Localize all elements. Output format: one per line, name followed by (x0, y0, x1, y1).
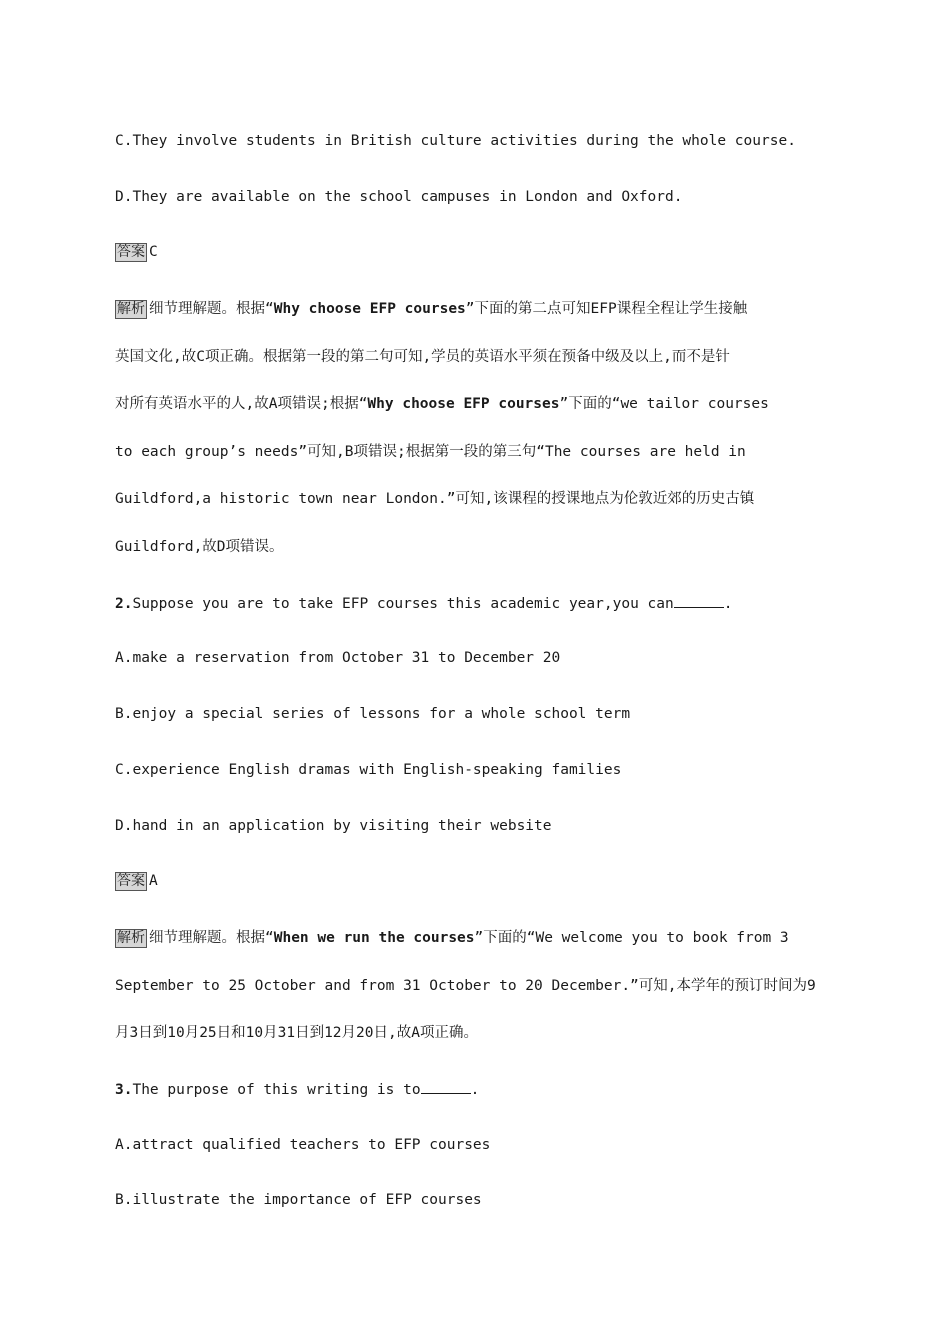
q2-answer (115, 871, 158, 891)
answer-value: A (149, 873, 158, 889)
analysis-bold-heading: Why choose EFP courses (273, 301, 466, 317)
question-number: 2. (115, 596, 133, 612)
answer-blank (674, 593, 724, 608)
question-text: Suppose you are to take EFP courses this academic year,you can (132, 596, 674, 612)
q1-analysis-line-3 (115, 394, 769, 414)
q1-analysis-line-2: 英国文化,故C项正确。根据第一段的第二句可知,学员的英语水平须在预备中级及以上,而不是针 (115, 349, 730, 365)
q2-option-d: D.hand in an application by visiting their website (115, 818, 552, 834)
analysis-text: ”下面的“we tailor courses (559, 396, 769, 412)
q3-stem (115, 1079, 479, 1100)
analysis-bold-heading: When we run the courses (273, 930, 475, 946)
analysis-text: 对所有英语水平的人,故A项错误;根据“ (115, 396, 368, 412)
analysis-text: ”下面的第二点可知EFP课程全程让学生接触 (465, 301, 748, 317)
answer-label: 答案 (117, 244, 145, 260)
q1-analysis-line-5: Guildford,a historic town near London.”可知,该课程的授课地点为伦敦近郊的历史古镇 (115, 491, 755, 507)
q2-analysis-line-2: September to 25 October and from 31 October to 20 December.”可知,本学年的预订时间为9 (115, 978, 816, 994)
answer-value: C (149, 244, 158, 260)
q2-stem (115, 593, 732, 614)
q2-option-b: B.enjoy a special series of lessons for a whole school term (115, 706, 631, 722)
answer-blank (421, 1079, 471, 1094)
q2-option-c: C.experience English dramas with English-speaking families (115, 762, 622, 778)
q3-option-a: A.attract qualified teachers to EFP courses (115, 1137, 491, 1153)
analysis-text: 细节理解题。根据“ (149, 930, 274, 946)
analysis-label: 解析 (117, 930, 145, 946)
q1-option-d: D.They are available on the school campuses in London and Oxford. (115, 189, 683, 205)
q1-option-c: C.They involve students in British culture activities during the whole course. (115, 133, 796, 149)
q2-analysis-line-3: 月3日到10月25日和10月31日到12月20日,故A项正确。 (115, 1025, 478, 1041)
question-end: . (470, 1082, 480, 1098)
analysis-label: 解析 (117, 301, 145, 317)
q1-analysis-line-4: to each group’s needs”可知,B项错误;根据第一段的第三句“The courses are held in (115, 444, 746, 460)
analysis-text: 细节理解题。根据“ (149, 301, 274, 317)
q3-option-b: B.illustrate the importance of EFP courses (115, 1192, 482, 1208)
q1-answer (115, 242, 158, 262)
question-number: 3. (115, 1082, 133, 1098)
answer-label: 答案 (117, 873, 145, 889)
analysis-text: ”下面的“We welcome you to book from 3 (474, 930, 789, 946)
q2-option-a: A.make a reservation from October 31 to December 20 (115, 650, 561, 666)
question-end: . (723, 596, 733, 612)
q2-analysis-line-1 (115, 928, 789, 948)
q1-analysis-line-6: Guildford,故D项错误。 (115, 539, 284, 555)
q1-analysis-line-1 (115, 299, 747, 319)
question-text: The purpose of this writing is to (132, 1082, 421, 1098)
analysis-bold-heading: Why choose EFP courses (367, 396, 560, 412)
